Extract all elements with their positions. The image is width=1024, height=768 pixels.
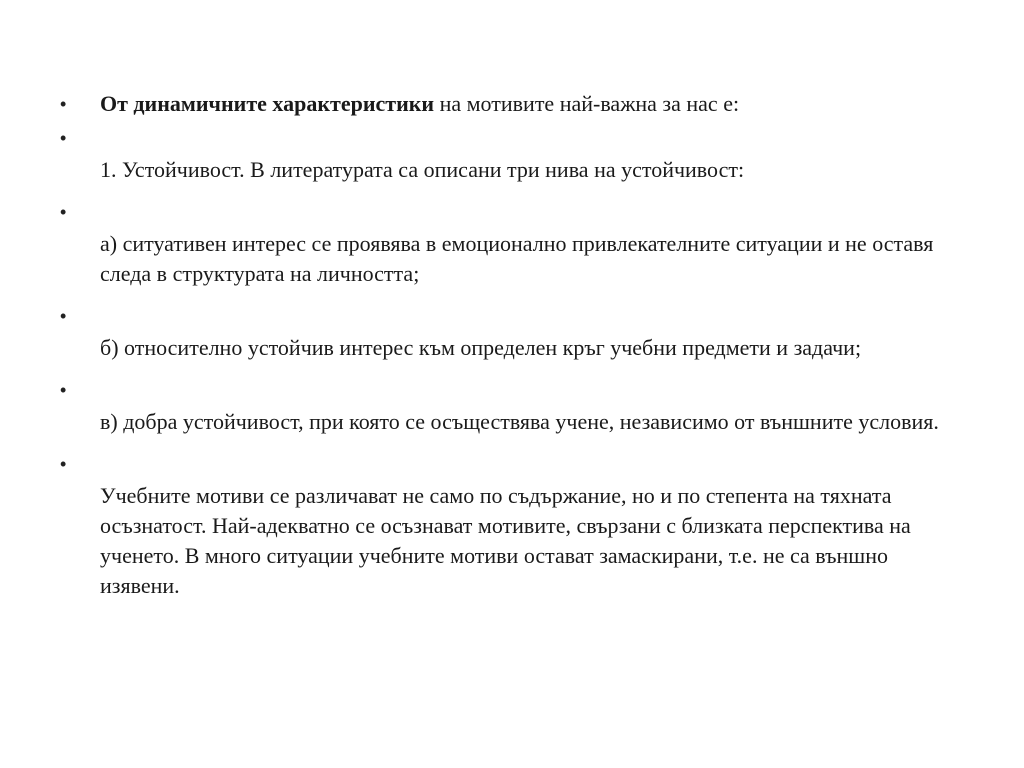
list-item-level-a (60, 197, 970, 289)
intro-text (100, 91, 739, 116)
bullet-icon: • (60, 128, 67, 148)
bullet-icon: • (60, 380, 67, 400)
list-item-awareness (60, 449, 970, 601)
stability-text: 1. Устойчивост. В литературата са описани три нива на устойчивост: (100, 157, 745, 182)
list-item-level-c (60, 375, 970, 437)
bullet-icon: • (60, 94, 67, 114)
bullet-icon: • (60, 454, 67, 474)
awareness-text: Учебните мотиви се различават не само по съдържание, но и по степента на тяхната осъзнатост. Най-адекватно се осъзнават мотивите, свързани с близката перспектива на ученето. В много ситуации учебните мотиви остават замаскирани, т.е. не са външно изявени. (100, 483, 911, 598)
bullet-list (60, 89, 970, 601)
bullet-icon: • (60, 202, 67, 222)
intro-bold-text: От динамичните характеристики (100, 91, 435, 116)
bullet-icon: • (60, 306, 67, 326)
level-b-text: б) относително устойчив интерес към определен кръг учебни предмети и задачи; (100, 335, 862, 360)
level-a-text: а) ситуативен интерес се проявява в емоционално привлекателните ситуации и не оставя следа в структурата на личността; (100, 231, 934, 286)
list-item-intro (60, 89, 970, 119)
intro-rest-text: на мотивите най-важна за нас е: (434, 91, 740, 116)
level-c-text: в) добра устойчивост, при която се осъществява учене, независимо от външните условия. (100, 409, 939, 434)
list-item-level-b (60, 301, 970, 363)
list-item-stability (60, 123, 970, 185)
